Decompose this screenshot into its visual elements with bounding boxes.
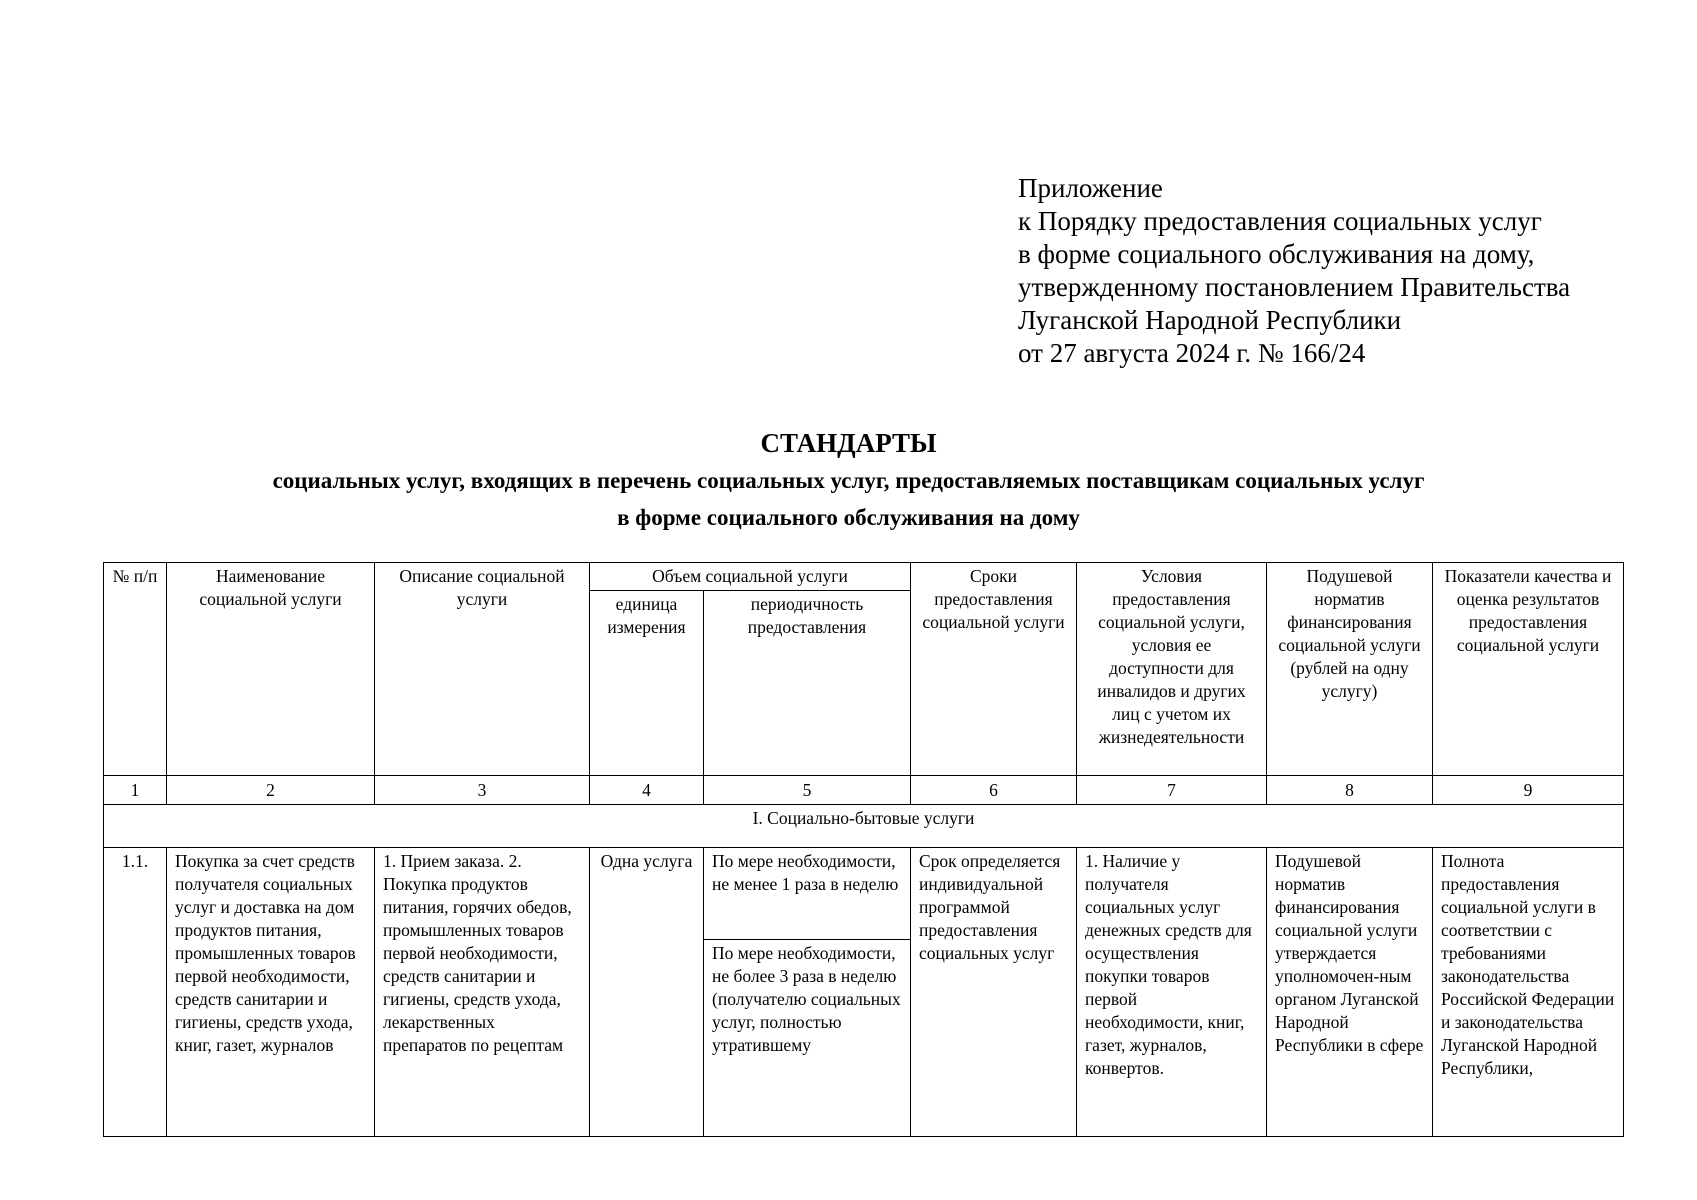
title-line-3: в форме социального обслуживания на дому: [617, 505, 1080, 530]
column-number: 5: [704, 776, 911, 805]
column-number: 4: [590, 776, 704, 805]
column-number: 6: [911, 776, 1077, 805]
header-financing: Подушевой норматив финансирования социальной услуги (рублей на одну услугу): [1267, 563, 1433, 776]
column-number: 7: [1077, 776, 1267, 805]
title-main: СТАНДАРТЫ: [760, 428, 937, 458]
header-description: Описание социальной услуги: [375, 563, 590, 776]
header-quality: Показатели качества и оценка результатов предоставления социальной услуги: [1433, 563, 1624, 776]
section-title: I. Социально-бытовые услуги: [104, 805, 1624, 848]
frequency-option-2: По мере необходимости, не более 3 раза в неделю (получателю социальных услуг, полностью утратившему: [712, 943, 901, 1055]
row-number: 1.1.: [104, 848, 167, 1137]
document-title: [0, 425, 1697, 536]
appendix-line: от 27 августа 2024 г. № 166/24: [1018, 338, 1366, 368]
row-financing: Подушевой норматив финансирования социальной услуги утверждается уполномочен-ным органом Луганской Народной Республики в сфере: [1267, 848, 1433, 1137]
title-line-2: социальных услуг, входящих в перечень социальных услуг, предоставляемых поставщикам социальных услуг: [272, 468, 1425, 493]
row-unit: Одна услуга: [590, 848, 704, 1137]
header-name: Наименование социальной услуги: [167, 563, 375, 776]
header-frequency: периодичность предоставления: [704, 591, 911, 776]
row-quality: Полнота предоставления социальной услуги в соответствии с требованиями законодательства Российской Федерации и законодательства Луганской Народной Республики,: [1433, 848, 1624, 1137]
header-volume: Объем социальной услуги: [590, 563, 911, 591]
appendix-line: утвержденному постановлением Правительства: [1018, 272, 1571, 302]
column-number-row: [104, 776, 1624, 805]
standards-table: [103, 562, 1624, 1137]
header-conditions: Условия предоставления социальной услуги, условия ее доступности для инвалидов и других лиц с учетом их жизнедеятельности: [1077, 563, 1267, 776]
header-row: [104, 563, 1624, 591]
appendix-line: в форме социального обслуживания на дому,: [1018, 239, 1535, 269]
row-terms: Срок определяется индивидуальной программой предоставления социальных услуг: [911, 848, 1077, 1137]
appendix-line: Луганской Народной Республики: [1018, 305, 1402, 335]
section-row: [104, 805, 1624, 848]
header-unit: единица измерения: [590, 591, 704, 776]
appendix-block: [1018, 172, 1570, 370]
row-conditions: 1. Наличие у получателя социальных услуг денежных средств для осуществления покупки товаров первой необходимости, книг, газет, журналов, конвертов.: [1077, 848, 1267, 1137]
frequency-option-1: По мере необходимости, не менее 1 раза в неделю: [704, 848, 910, 940]
column-number: 2: [167, 776, 375, 805]
row-name: Покупка за счет средств получателя социальных услуг и доставка на дом продуктов питания, промышленных товаров первой необходимости, средств санитарии и гигиены, средств ухода, книг, газет, журналов: [167, 848, 375, 1137]
row-description: 1. Прием заказа. 2. Покупка продуктов питания, горячих обедов, промышленных товаров первой необходимости, средств санитарии и гигиены, средств ухода, лекарственных препаратов по рецептам: [375, 848, 590, 1137]
column-number: 8: [1267, 776, 1433, 805]
header-number: № п/п: [104, 563, 167, 776]
header-terms: Сроки предоставления социальной услуги: [911, 563, 1077, 776]
column-number: 9: [1433, 776, 1624, 805]
appendix-line: к Порядку предоставления социальных услуг: [1018, 206, 1542, 236]
appendix-line: Приложение: [1018, 173, 1163, 203]
row-frequency: [704, 848, 911, 1137]
column-number: 1: [104, 776, 167, 805]
table-row: [104, 848, 1624, 1137]
column-number: 3: [375, 776, 590, 805]
